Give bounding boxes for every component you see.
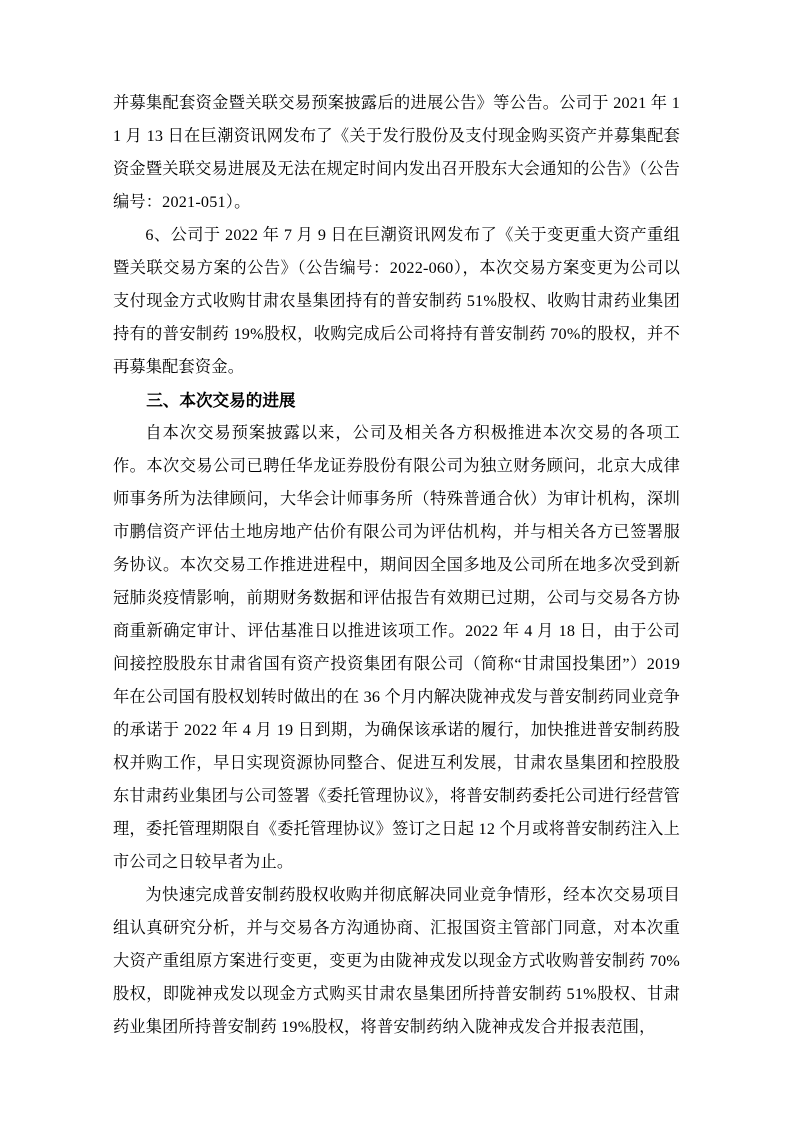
paragraph-plan-change: 为快速完成普安制药股权收购并彻底解决同业竞争情形，经本次交易项目组认真研究分析，并与交易各方沟通协商、汇报国资主管部门同意，对本次重大资产重组原方案进行变更，变更为由陇神戎发以现金方式收购普安制药 70%股权，即陇神戎发以现金方式购买甘肃农垦集团所持普安制药 51%股权、甘肃药业集团所持普安制药 19%股权，将普安制药纳入陇神戎发合并报表范围，	[113, 886, 680, 1036]
section-heading: 三、本次交易的进展	[146, 391, 296, 410]
paragraph-continuation: 并募集配套资金暨关联交易预案披露后的进展公告》等公告。公司于 2021 年 11 月 13 日在巨潮资讯网发布了《关于发行股份及支付现金购买资产并募集配套资金暨关联交易进展及无法在规定时间内发出召开股东大会通知的公告》（公告编号：2021-051）。	[113, 94, 680, 211]
paragraph-transaction-progress: 自本次交易预案披露以来，公司及相关各方积极推进本次交易的各项工作。本次交易公司已聘任华龙证券股份有限公司为独立财务顾问，北京大成律师事务所为法律顾问，大华会计师事务所（特殊普通合伙）为审计机构，深圳市鹏信资产评估土地房地产估价有限公司为评估机构，并与相关各方已签署服务协议。本次交易工作推进进程中，期间因全国多地及公司所在地多次受到新冠肺炎疫情影响，前期财务数据和评估报告有效期已过期，公司与交易各方协商重新确定审计、评估基准日以推进该项工作。2022 年 4 月 18 日，由于公司间接控股股东甘肃省国有资产投资集团有限公司（简称“甘肃国投集团”）2019 年在公司国有股权划转时做出的在 36 个月内解决陇神戎发与普安制药同业竞争的承诺于 2022 年 4 月 19 日到期，为确保该承诺的履行，加快推进普安制药股权并购工作，早日实现资源协同整合、促进互利发展，甘肃农垦集团和控股股东甘肃药业集团与公司签署《委托管理协议》，将普安制药委托公司进行经营管理，委托管理期限自《委托管理协议》签订之日起 12 个月或将普安制药注入上市公司之日较早者为止。	[113, 424, 680, 871]
paragraph-item-6: 6、公司于 2022 年 7 月 9 日在巨潮资讯网发布了《关于变更重大资产重组暨关联交易方案的公告》（公告编号：2022-060），本次交易方案变更为公司以支付现金方式收购甘肃农垦集团持有的普安制药 51%股权、收购甘肃药业集团持有的普安制药 19%股权，收购完成后公司将持有普安制药 70%的股权，并不再募集配套资金。	[113, 226, 680, 376]
